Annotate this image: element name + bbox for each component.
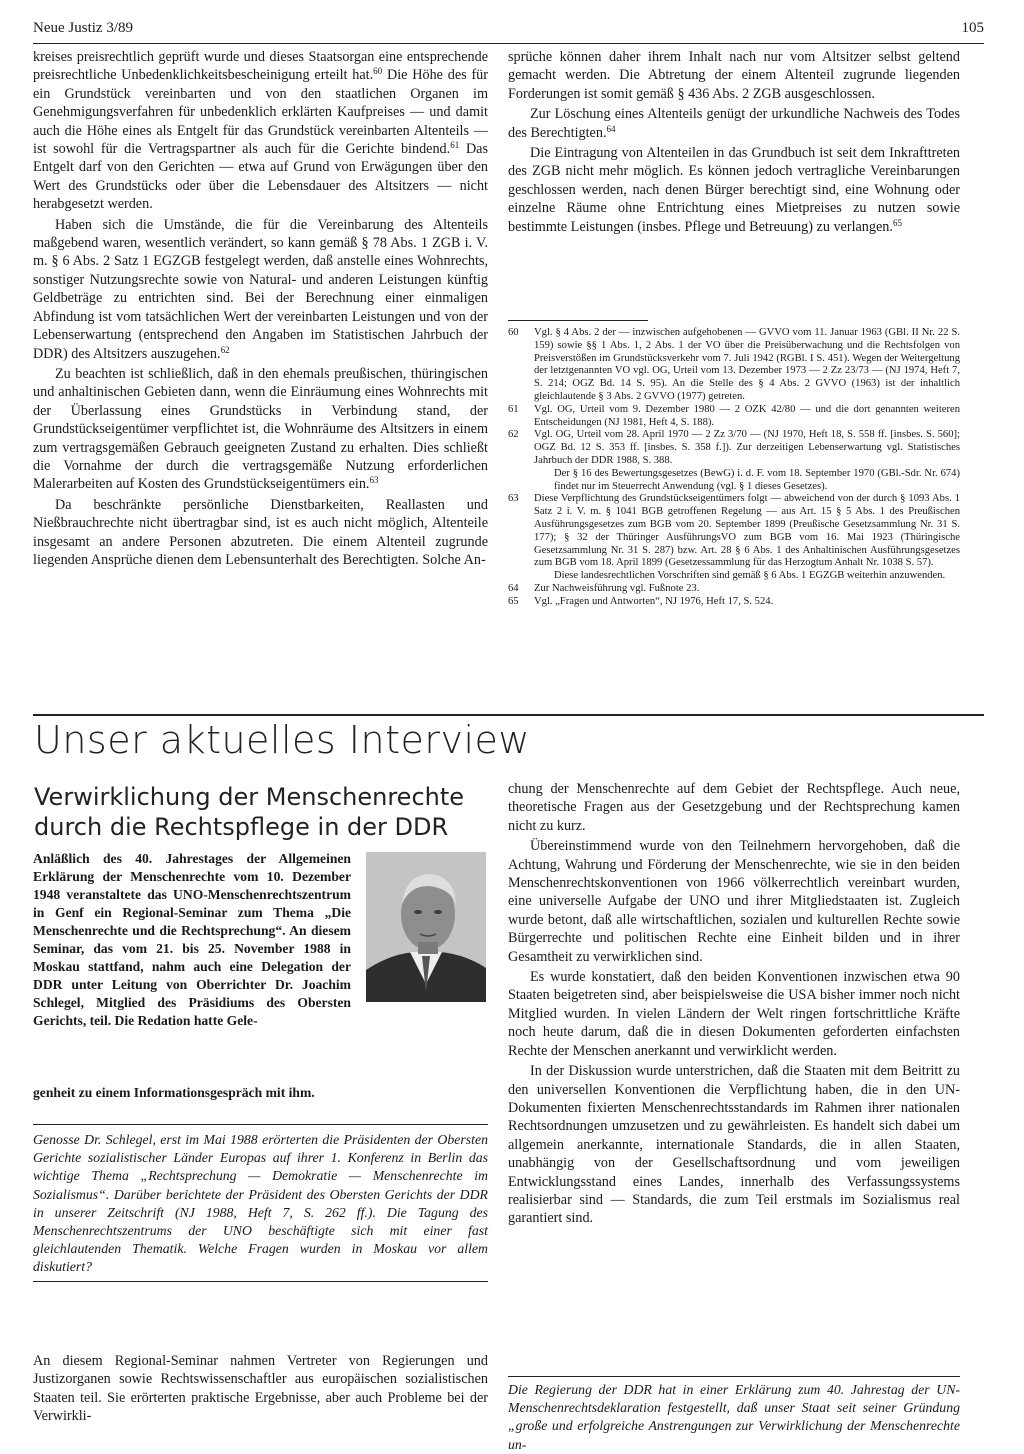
header-rule: [33, 43, 984, 44]
footnote: [508, 583, 960, 596]
footnote-ref[interactable]: 64: [606, 123, 616, 134]
footnote-rule: [508, 320, 648, 321]
footnote-number: 62: [508, 429, 519, 441]
footnote: [508, 493, 960, 570]
footnote-number: 65: [508, 595, 519, 607]
footnote-number: 64: [508, 582, 519, 594]
footnote-ref[interactable]: 63: [369, 475, 379, 486]
answer-left-column: [33, 1352, 488, 1448]
footnote-text: Vgl. OG, Urteil vom 9. Dezember 1980 — 2 OZK 42/80 — und die dort genannten weiteren Entscheidungen (NJ 1981, Heft 4, S. 188).: [534, 403, 960, 428]
paragraph: Es wurde konstatiert, daß den beiden Konventionen inzwischen etwa 90 Staaten beigetreten sind, aber beispielsweise die USA bisher immer noch nicht Mitglied wurden. In vielen Ländern der Welt ringen fortschrittliche Kräfte noch heute darum, daß die in diesen Dokumenten geforderten einfachsten Rechte der Menschen anerkannt und verwirklicht werden.: [508, 969, 960, 1059]
portrait-photo: [366, 852, 486, 1002]
paragraph: An diesem Regional-Seminar nahmen Vertreter von Regierungen und Justizorganen sowie Rechtswissenschaftler aus europäischen sozialistischen Staaten teil. Sie erörterten praktische Ergebnisse, aber auch Probleme bei der Verwirkli-: [33, 1353, 488, 1425]
footnote-ref[interactable]: 65: [892, 217, 902, 228]
article-lead: Anläßlich des 40. Jahrestages der Allgemeinen Erklärung der Menschenrechte vom 10. Dezember 1948 veranstaltete das UNO-Menschenrechtszentrum in Genf ein Regional-Seminar zum Thema „Die Menschenrechte und die Rechtsprechung“. An diesem Seminar, das vom 21. bis 25. November 1988 in Moskau stattfand, nahm auch eine Delegation der DDR unter Leitung von Oberrichter Dr. Joachim Schlegel, Mitglied des Präsidiums des Obersten Gerichts, teil. Die Redation hatte Gele-: [33, 851, 351, 1028]
paragraph: Haben sich die Umstände, die für die Vereinbarung des Altenteils maßgebend waren, wesentlich verändert, so kann gemäß § 78 Abs. 1 ZGB i. V. m. § 6 Abs. 2 Satz 1 EGZGB festgelegt werden, daß anstelle eines Wohnrechts, sonstiger Nutzungsrechte sowie von Natural- und anderen Leistungen künftig Geldbeträge zu entrichten sind. Bei der Berechnung einer einmaligen Abfindung ist vom tatsächlichen Wert der vereinbarten Leistungen und von der Lebenserwartung (entsprechend den Angaben im Statistischen Jahrbuch der DDR) des Altsitzers auszugehen.$^{62}$: [33, 216, 488, 362]
footnote-text: Vgl. § 4 Abs. 2 der — inzwischen aufgehobenen — GVVO vom 11. Januar 1963 (GBl. II Nr. 22 S. 159) sowie §§ 1 Abs. 1, 2 Abs. 1 der VO über die Preisüberwachung und die Rechtsfolgen von Preisverstößen im Grundstücksverkehr vom 7. Juli 1942 (RGBl. I S. 451). Wegen der Weitergeltung der letztgenannten VO vgl. OG, Urteil vom 13. Dezember 1973 — 2 Zz 23/73 — (NJ 1974, Heft 7, S. 214; OGZ Bd. 14 S. 95). An die Stelle des § 4 Abs. 2 GVVO (1963) ist der inhaltlich gleichlautende § 3 Abs. 2 GVVO (1977) getreten.: [534, 327, 960, 402]
paragraph: Die Eintragung von Altenteilen in das Grundbuch ist seit dem Inkrafttreten des ZGB nicht mehr möglich. Es können jedoch vertragliche Vereinbarungen geschlossen werden, nach denen Bürger berechtigt sind, eine Wohnung oder einzelne Räume ohne Entrichtung eines Mietpreises zu nutzen sowie bestimmte Leistungen (insbes. Pflege und Betreuung) zu verlangen.$^{65}$: [508, 145, 960, 235]
footnote: [508, 596, 960, 609]
article-title-line: durch die Rechtspflege in der DDR: [34, 813, 449, 841]
answer-right-column: [508, 780, 960, 1360]
footnote-ref[interactable]: 61: [450, 140, 460, 151]
footnote-text: Diese Verpflichtung des Grundstückseigentümers folgt — abweichend von der durch § 1093 Abs. 1 Satz 2 i. V. m. § 1041 BGB getroffenen Regelung — aus Art. 15 § 5 Abs. 1 des Preußischen Ausführungsgesetzes zum BGB vom 20. September 1899 (Preußische Gesetzsammlung Nr. 31 S. 177); § 32 der Thüringer AusführungsVO zum BGB vom 16. Mai 1923 (Thüringische Gesetzsammlung Nr. 31 S. 287) bzw. Art. 28 § 6 Abs. 1 des Anhaltinischen Ausführungsgesetzes zum BGB vom 18. April 1899 (Gesetzessammlung für das Herzogtum Anhalt Nr. 1038 S. 57).: [534, 493, 960, 569]
footnote-number: 63: [508, 493, 519, 505]
footnote-continuation: Der § 16 des Bewertungsgesetzes (BewG) i. d. F. vom 18. September 1970 (GBl.-Sdr. Nr. 674) findet nur im Steuerrecht Anwendung (vgl. § 1 dieses Gesetzes).: [554, 467, 960, 492]
footnote-continuation: Diese landesrechtlichen Vorschriften sind gemäß § 6 Abs. 1 EGZGB weiterhin anzuwenden.: [554, 570, 946, 582]
footnote: [508, 429, 960, 467]
section-heading: Unser aktuelles Interview: [34, 718, 530, 762]
footnote-text: Vgl. „Fragen und Antworten“, NJ 1976, Heft 17, S. 524.: [534, 595, 774, 607]
paragraph: Zu beachten ist schließlich, daß in den ehemals preußischen, thüringischen und anhaltinischen Gebieten dann, wenn die Einräumung eines Wohnrechts mit der Überlassung eines Grundstücks in Verbindung stand, der Grundstückseigentümer verpflichtet ist, die Wohnräume des Altsitzers in einem zum vertragsgemäßen Gebrauch geeigneten Zustand zu erhalten. Dies schließt die Vornahme der durch die vertragsgemäße Nutzung erforderlichen Malerarbeiten auf Kosten des Grundstückseigentümers ein.$^{63}$: [33, 365, 488, 493]
paragraph: chung der Menschenrechte auf dem Gebiet der Rechtspflege. Auch neue, theoretische Fragen aus der Gesetzgebung und der Rechtsprechung kamen nicht zu kurz.: [508, 781, 960, 834]
footnote-text: Zur Nachweisführung vgl. Fußnote 23.: [534, 582, 700, 594]
section-rule: [33, 714, 984, 716]
top-right-column: [508, 48, 960, 296]
footnote-ref[interactable]: 62: [220, 344, 230, 355]
footnote-number: 61: [508, 403, 519, 415]
interview-question: Die Regierung der DDR hat in einer Erklärung zum 40. Jahrestag der UN-Menschenrechtsdeklaration festgestellt, daß unser Staat seit seiner Gründung „große und erfolgreiche Anstrengungen zur Verwirklichung der Menschenrechte un-: [508, 1376, 960, 1454]
footnote: [508, 327, 960, 404]
paragraph: sprüche können daher ihrem Inhalt nach nur vom Altsitzer selbst geltend gemacht werden. Die Abtretung der einem Altenteil zugrunde liegenden Forderungen ist somit gemäß § 436 Abs. 2 ZGB ausgeschlossen.: [508, 49, 960, 102]
article-lead-tail: genheit zu einem Informationsgespräch mit ihm.: [33, 1085, 315, 1100]
footnote-text: Vgl. OG, Urteil vom 28. April 1970 — 2 Zz 3/70 — (NJ 1970, Heft 18, S. 558 ff. [insbes. S. 560]; OGZ Bd. 12 S. 353 ff. [insbes. S. 358 f.]). Zur derzeitigen Lebenserwartung vgl. Statistisches Jahrbuch der DDR 1988, S. 388.: [534, 429, 960, 466]
paragraph: Zur Löschung eines Altenteils genügt der urkundliche Nachweis des Todes des Berechtigten.$^{64}$: [508, 106, 960, 141]
journal-issue: Neue Justiz 3/89: [33, 20, 133, 36]
article-title-line: Verwirklichung der Menschenrechte: [34, 783, 465, 811]
footnote-ref[interactable]: 60: [373, 66, 383, 77]
running-head: [33, 20, 984, 40]
footnote: [508, 404, 960, 430]
paragraph: kreises preisrechtlich geprüft wurde und dieses Staatsorgan eine entsprechende preisrechtliche Unbedenklichkeitsbescheinigung erteilt hat.$^{60}$ Die Höhe des für ein Grundstück vereinbarten und von den staatlichen Organen im Genehmigungsverfahren für unbedenklich erklärten Kaufpreises — und damit auch die Höhe eines als Entgelt für das Grundstück vereinbarten Altenteils — ist sowohl für die Vertragspartner als auch für die Gerichte bindend.$^{61}$ Das Entgelt darf von den Gerichten — etwa auf Grund von Erwägungen über den Wert des Grundstücks oder über die Lebensdauer des Altsitzers — nicht herabgesetzt werden.: [33, 49, 488, 213]
paragraph: In der Diskussion wurde unterstrichen, daß die Staaten mit dem Beitritt zu den universellen Konventionen die Verpflichtung haben, die in den UN-Dokumenten fixierten Menschenrechtsstandards im Rahmen ihrer nationalen Rechtsordnungen umzusetzen und zu gewährleisten. Es handelt sich dabei um allgemein anerkannte, internationale Standards, die in allen Staaten, unabhängig von der Gesellschaftsordnung und vom jeweiligen Entwicklungsstand eines Landes, innerhalb des Verfassungssystems realisierbar sind — Standards, die zum Teil erstmals im Sozialismus real garantiert sind.: [508, 1063, 960, 1227]
paragraph: Da beschränkte persönliche Dienstbarkeiten, Reallasten und Nießbrauchrechte nicht übertragbar sind, ist es auch nicht möglich, Altenteile insgesamt an andere Personen abzutreten. Die einem Altenteil zugrunde liegenden Ansprüche dienen dem Lebensunterhalt des Berechtigten. Solche An-: [33, 496, 488, 568]
article-title: [34, 782, 474, 842]
footnote-number: 60: [508, 327, 519, 338]
footnotes: [508, 320, 960, 700]
portrait-illustration: [366, 852, 486, 1002]
top-left-column: [33, 48, 488, 686]
page-number: 105: [961, 20, 984, 36]
paragraph: Übereinstimmend wurde von den Teilnehmern hervorgehoben, daß die Achtung, Wahrung und Förderung der Menschenrechte, wie sie in den beiden Menschenrechtskonventionen von 1966 völkerrechtlich vereinbart wurden, eine universelle Aufgabe der UNO und ihrer Mitgliedstaaten ist. Zugleich wurde betont, daß alle wirtschaftlichen, sozialen und kulturellen Rechte sowie Bürgerrechte und politischen Rechte eine Einheit bilden und in ihrer Gesamtheit zu verwirklichen sind.: [508, 838, 960, 965]
interview-question: Genosse Dr. Schlegel, erst im Mai 1988 erörterten die Präsidenten der Obersten Gerichte sozialistischer Länder Europas auf ihrer 1. Konferenz in Berlin das wichtige Thema „Rechtsprechung — Demokratie — Menschenrechte im Sozialismus“. Darüber berichtete der Präsident des Obersten Gerichts der DDR in unserer Zeitschrift (NJ 1988, Heft 7, S. 262 ff.). Die Tagung des Menschenrechtszentrums der UNO beschäftigte sich mit einer fast gleichlautenden Thematik. Welche Fragen wurden in Moskau vor allem diskutiert?: [33, 1124, 488, 1282]
